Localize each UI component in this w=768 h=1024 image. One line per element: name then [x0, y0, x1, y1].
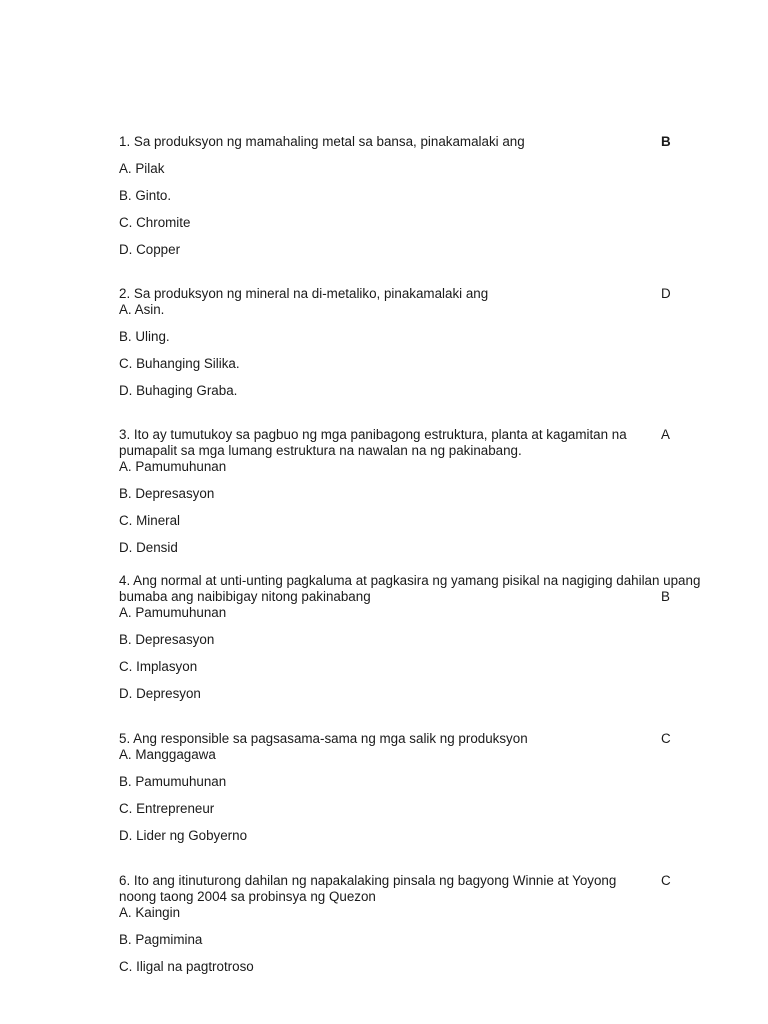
- option: A. Kaingin: [119, 905, 181, 920]
- option: A. Pilak: [119, 161, 165, 176]
- option: B. Pamumuhunan: [119, 774, 227, 789]
- question-1: [119, 134, 767, 258]
- option: D. Depresyon: [119, 686, 201, 701]
- question-stem: 2. Sa produksyon ng mineral na di-metaliko, pinakamalaki ang: [119, 286, 489, 301]
- option: C. Mineral: [119, 513, 181, 528]
- answer-key: C: [661, 731, 671, 746]
- option: A. Manggagawa: [119, 747, 216, 762]
- option: D. Copper: [119, 242, 181, 257]
- question-6: [119, 873, 767, 975]
- answer-key: A: [661, 427, 670, 442]
- option: D. Buhaging Graba.: [119, 383, 238, 398]
- question-3: [119, 427, 767, 556]
- question-stem: 1. Sa produksyon ng mamahaling metal sa bansa, pinakamalaki ang: [119, 134, 525, 149]
- option: A. Pamumuhunan: [119, 605, 227, 620]
- option: B. Uling.: [119, 329, 170, 344]
- answer-key: B: [661, 134, 671, 149]
- question-5: [119, 731, 767, 844]
- question-stem: 4. Ang normal at unti-unting pagkaluma at pagkasira ng yamang pisikal na nagiging dahilan upang bumaba ang naibibigay nitong pakinabang B: [119, 573, 701, 604]
- option: A. Asin.: [119, 302, 165, 317]
- answer-key: C: [661, 873, 671, 888]
- question-stem: 6. Ito ang itinuturong dahilan ng napakalaking pinsala ng bagyong Winnie at Yoyong noong taong 2004 sa probinsya ng Quezon: [119, 873, 617, 904]
- answer-key: B: [661, 589, 670, 604]
- option: D. Lider ng Gobyerno: [119, 828, 248, 843]
- option: B. Pagmimina: [119, 932, 203, 947]
- option: A. Pamumuhunan: [119, 459, 227, 474]
- option: C. Implasyon: [119, 659, 198, 674]
- option: C. Entrepreneur: [119, 801, 215, 816]
- question-4: [119, 573, 767, 702]
- question-stem: 5. Ang responsible sa pagsasama-sama ng mga salik ng produksyon: [119, 731, 528, 746]
- option: C. Iligal na pagtrotroso: [119, 959, 254, 974]
- question-stem: 3. Ito ay tumutukoy sa pagbuo ng mga panibagong estruktura, planta at kagamitan na pumapalit sa mga lumang estruktura na nawalan na ng pakinabang.: [119, 427, 627, 458]
- option: B. Ginto.: [119, 188, 172, 203]
- option: C. Chromite: [119, 215, 191, 230]
- option: B. Depresasyon: [119, 486, 215, 501]
- option: B. Depresasyon: [119, 632, 215, 647]
- answer-key: D: [661, 286, 671, 301]
- option: D. Densid: [119, 540, 178, 555]
- question-2: [119, 286, 767, 399]
- option: C. Buhanging Silika.: [119, 356, 240, 371]
